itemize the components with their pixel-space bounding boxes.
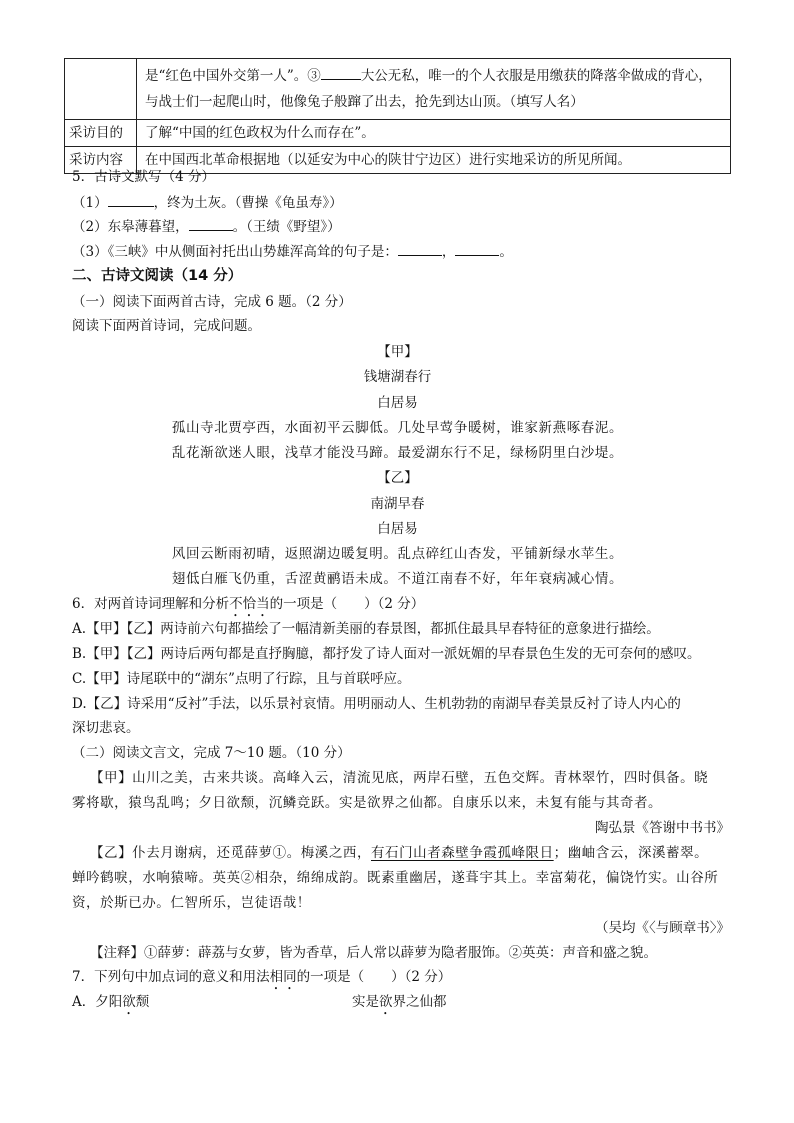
fill-blank[interactable] — [189, 216, 233, 231]
table-label-content: 采访内容 — [65, 147, 137, 174]
q7-option-a-emphasis: 欲 — [122, 994, 136, 1010]
prose-b-line: 蝉吟鹤唳，水响猿啼。英英②相杂，绵绵成韵。既素重幽居，遂葺宇其上。幸富菊花，偏饶竹实。山谷所 — [72, 870, 719, 886]
table-label-cell — [65, 59, 137, 120]
prose-b-line: 资，於斯已办。仁智所乐，岂徒语哉！ — [72, 895, 311, 911]
part2-intro: （二）阅读文言文，完成 7～10 题。（10 分） — [72, 745, 351, 761]
prose-b-text: 【乙】仆去月谢病，还觅薛萝①。梅溪之西， — [90, 845, 371, 861]
prose-b-source: （吴均《〈与顾章书〉》 — [595, 920, 730, 936]
prose-a-source: 陶弘景《答谢中书书》 — [595, 820, 730, 836]
q7-stem — [72, 967, 451, 993]
part1-instruction: 阅读下面两首诗词，完成问题。 — [72, 318, 261, 334]
prose-b-text-end: ；幽岫含云，深溪蓄翠。 — [553, 845, 709, 861]
q6-stem — [72, 594, 424, 620]
q6-option-a[interactable]: A.【甲】【乙】两诗前六句都描绘了一幅清新美丽的春景图，都抓住最具早春特征的意象进行描绘。 — [72, 621, 660, 637]
prose-a-line: 雾将歇，猿鸟乱鸣；夕日欲颓，沉鳞竞跃。实是欲界之仙都。自康乐以来，未复有能与其奇者。 — [72, 795, 663, 811]
q6-option-c[interactable]: C.【甲】诗尾联中的“湖东”点明了行踪，且与首联呼应。 — [72, 671, 411, 687]
table-row — [65, 59, 731, 120]
q5-item2-text: （2）东皋薄暮望， — [72, 219, 189, 235]
interview-table — [64, 58, 731, 174]
q5-item2 — [72, 216, 341, 237]
table-row — [65, 120, 731, 147]
poem-a-title: 钱塘湖春行 — [363, 369, 432, 385]
q7-option-a-text-end: 颓 — [135, 994, 150, 1010]
poem-a-author: 白居易 — [377, 395, 418, 411]
fill-blank[interactable] — [398, 241, 442, 256]
table-text: 大公无私，唯一的个人衣服是用缴获的降落伞做成的背心， — [360, 68, 712, 84]
q5-item3-period: 。 — [499, 244, 513, 260]
q5-item1 — [72, 192, 343, 213]
part1-intro: （一）阅读下面两首古诗，完成 6 题。（2 分） — [72, 294, 352, 310]
annotation-note: 【注释】①薛萝：薜荔与女萝，皆为香草，后人常以薜萝为隐者服饰。②英英：声音和盛之貌。 — [90, 945, 657, 961]
table-text: 与战士们一起爬山时，他像兔子般蹿了出去，抢先到达山顶。（填写人名） — [145, 94, 584, 110]
q6-stem-text-end: 的一项是（ ）（2 分） — [269, 596, 425, 612]
poem-b-line: 风回云断雨初晴，返照湖边暖复明。乱点碎红山杏发，平铺新绿水苹生。 — [171, 546, 624, 562]
q5-item1-label: （1） — [72, 195, 108, 211]
prose-b-underlined: 有石门山者森壁争霞孤峰限日 — [371, 845, 554, 861]
q6-stem-text: 6．对两首诗词理解和分析 — [72, 596, 230, 612]
poem-b-line: 翅低白雁飞仍重，舌涩黄鹂语未成。不道江南春不好，年年衰病减心情。 — [171, 571, 624, 587]
q6-option-b[interactable]: B.【甲】【乙】两诗后两句都是直抒胸臆，都抒发了诗人面对一派妩媚的早春景色生发的无可奈何的感叹。 — [72, 646, 701, 662]
q7-option-a-right-text-end: 界之仙都 — [392, 994, 447, 1010]
q6-option-d[interactable]: D.【乙】诗采用“反衬”手法，以乐景衬哀情。用明丽动人、生机勃勃的南湖早春美景反衬了诗人内心的 — [72, 696, 681, 712]
table-content-content: 在中国西北革命根据地（以延安为中心的陕甘宁边区）进行实地采访的所见所闻。 — [137, 147, 731, 174]
section2-heading: 二、古诗文阅读（14 分） — [72, 268, 243, 284]
poem-b-author: 白居易 — [377, 521, 418, 537]
poem-a-line: 乱花渐欲迷人眼，浅草才能没马蹄。最爱湖东行不足，绿杨阴里白沙堤。 — [171, 445, 624, 461]
q5-item3-text: （3）《三峡》中从侧面衬托出山势雄浑高耸的句子是： — [72, 244, 398, 260]
poem-b-title: 南湖早春 — [370, 496, 425, 512]
q5-item1-text: ，终为土灰。（曹操《龟虽寿》） — [153, 195, 343, 211]
q6-stem-emphasis: 不恰当 — [229, 596, 270, 612]
q5-title: 5．古诗文默写（4 分） — [72, 169, 215, 185]
q5-item3-comma: ， — [441, 244, 456, 260]
poem-b-tag: 【乙】 — [377, 470, 418, 486]
fill-blank[interactable] — [455, 241, 499, 256]
q7-stem-text-end: 的一项是（ ）（2 分） — [296, 969, 452, 985]
table-label-purpose: 采访目的 — [65, 120, 137, 147]
poem-a-tag: 【甲】 — [377, 344, 418, 360]
q7-option-a-right-text: 实是 — [352, 994, 379, 1010]
q5-item3 — [72, 241, 513, 262]
q5-item2-text-end: 。（王绩《野望》） — [232, 219, 341, 235]
fill-blank[interactable] — [321, 65, 361, 80]
q7-stem-text: 7．下列句中加点词的意义和用法 — [72, 969, 270, 985]
fill-blank[interactable] — [108, 192, 154, 207]
prose-a-line: 【甲】山川之美，古来共谈。高峰入云，清流见底，两岸石壁，五色交辉。青林翠竹，四时俱备。晓 — [90, 770, 709, 786]
table-content-purpose: 了解“中国的红色政权为什么而存在”。 — [137, 120, 731, 147]
poem-a-line: 孤山寺北贾亭西，水面初平云脚低。几处早莺争暖树，谁家新燕啄春泥。 — [171, 420, 624, 436]
q7-option-a-text: A．夕阳 — [72, 994, 123, 1010]
prose-b-line — [90, 843, 708, 863]
q7-option-a-right — [352, 992, 447, 1018]
q6-option-d-cont: 深切悲哀。 — [72, 720, 140, 736]
table-content-cell — [137, 59, 731, 120]
q7-stem-emphasis: 相同 — [269, 969, 297, 985]
q7-option-a-left[interactable] — [72, 992, 149, 1018]
q7-option-a-right-emphasis: 欲 — [379, 994, 393, 1010]
table-text: 是“红色中国外交第一人”。③ — [145, 68, 321, 84]
